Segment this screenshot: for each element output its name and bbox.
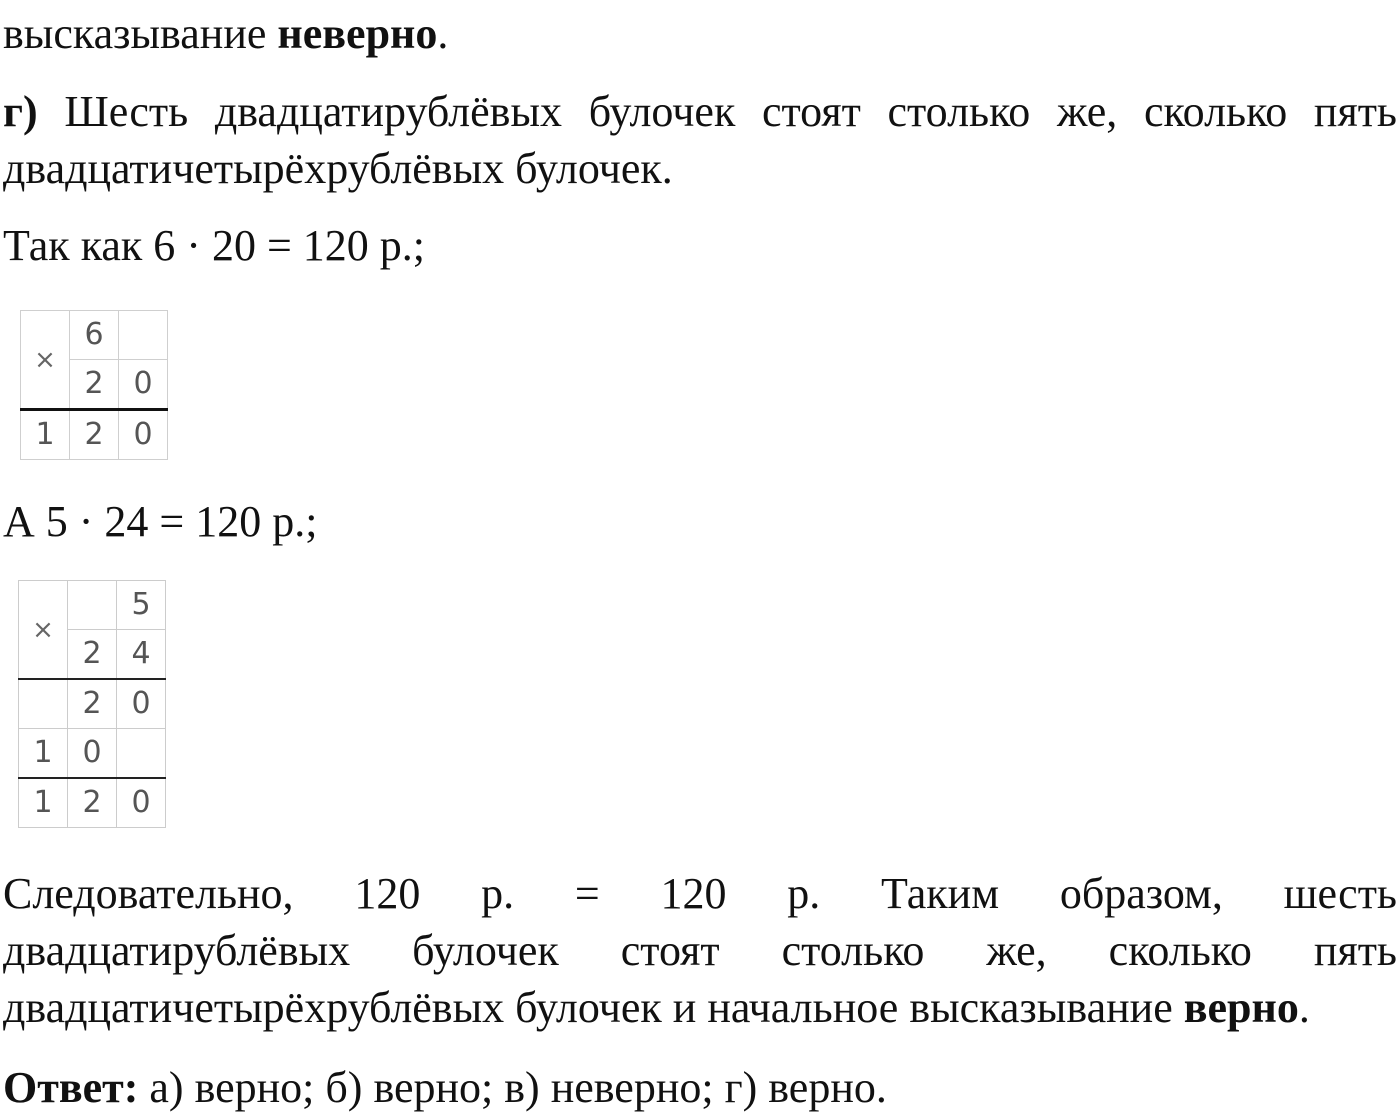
calc1-text: Так как 6 · 20 = 120 р.; bbox=[3, 221, 425, 270]
conclusion-line1: Следовательно, 120 р. = 120 р. Таким образом, шесть bbox=[3, 869, 1397, 918]
previous-conclusion-period: . bbox=[437, 9, 449, 58]
partial-cell bbox=[117, 729, 166, 779]
multiply-sign: × bbox=[19, 581, 68, 680]
partial-cell: 2 bbox=[68, 679, 117, 729]
previous-conclusion-line bbox=[3, 6, 448, 62]
result-cell: 2 bbox=[70, 410, 119, 460]
partial-cell: 0 bbox=[117, 679, 166, 729]
grid-cell: 6 bbox=[70, 311, 119, 360]
previous-conclusion-text: высказывание bbox=[3, 9, 278, 58]
part-g-statement-line1 bbox=[3, 84, 1397, 140]
grid-cell: 5 bbox=[117, 581, 166, 630]
answer-text: а) верно; б) верно; в) неверно; г) верно. bbox=[138, 1063, 887, 1112]
grid-cell bbox=[68, 581, 117, 630]
answer-label: Ответ: bbox=[3, 1063, 139, 1112]
result-cell: 1 bbox=[19, 778, 68, 828]
grid-cell bbox=[119, 311, 168, 360]
part-g-label: г) bbox=[3, 87, 38, 136]
conclusion-line3-text: двадцатичетырёхрублёвых булочек и начальное высказывание bbox=[3, 983, 1184, 1032]
multiplication-grid-5x24 bbox=[18, 580, 166, 828]
grid-cell: 0 bbox=[119, 360, 168, 410]
result-cell: 2 bbox=[68, 778, 117, 828]
part-g-statement-text: Шесть двадцатирублёвых булочек стоят столько же, сколько пять bbox=[37, 87, 1397, 136]
partial-cell bbox=[19, 679, 68, 729]
conclusion-line2: двадцатирублёвых булочек стоят столько же, сколько пять bbox=[3, 926, 1397, 975]
conclusion-period: . bbox=[1298, 983, 1310, 1032]
grid-cell: 4 bbox=[117, 630, 166, 680]
grid-cell: 2 bbox=[70, 360, 119, 410]
partial-cell: 1 bbox=[19, 729, 68, 779]
partial-cell: 0 bbox=[68, 729, 117, 779]
conclusion-line3 bbox=[3, 980, 1310, 1036]
part-g-statement-line2: двадцатичетырёхрублёвых булочек. bbox=[3, 144, 673, 193]
multiply-sign: × bbox=[21, 311, 70, 410]
verdict-false: неверно bbox=[277, 9, 438, 58]
result-cell: 0 bbox=[117, 778, 166, 828]
multiplication-grid-6x20 bbox=[20, 310, 168, 460]
grid-cell: 2 bbox=[68, 630, 117, 680]
answer-line bbox=[3, 1060, 887, 1116]
result-cell: 1 bbox=[21, 410, 70, 460]
verdict-true: верно bbox=[1183, 983, 1299, 1032]
result-cell: 0 bbox=[119, 410, 168, 460]
calc2-text: А 5 · 24 = 120 р.; bbox=[3, 497, 318, 546]
